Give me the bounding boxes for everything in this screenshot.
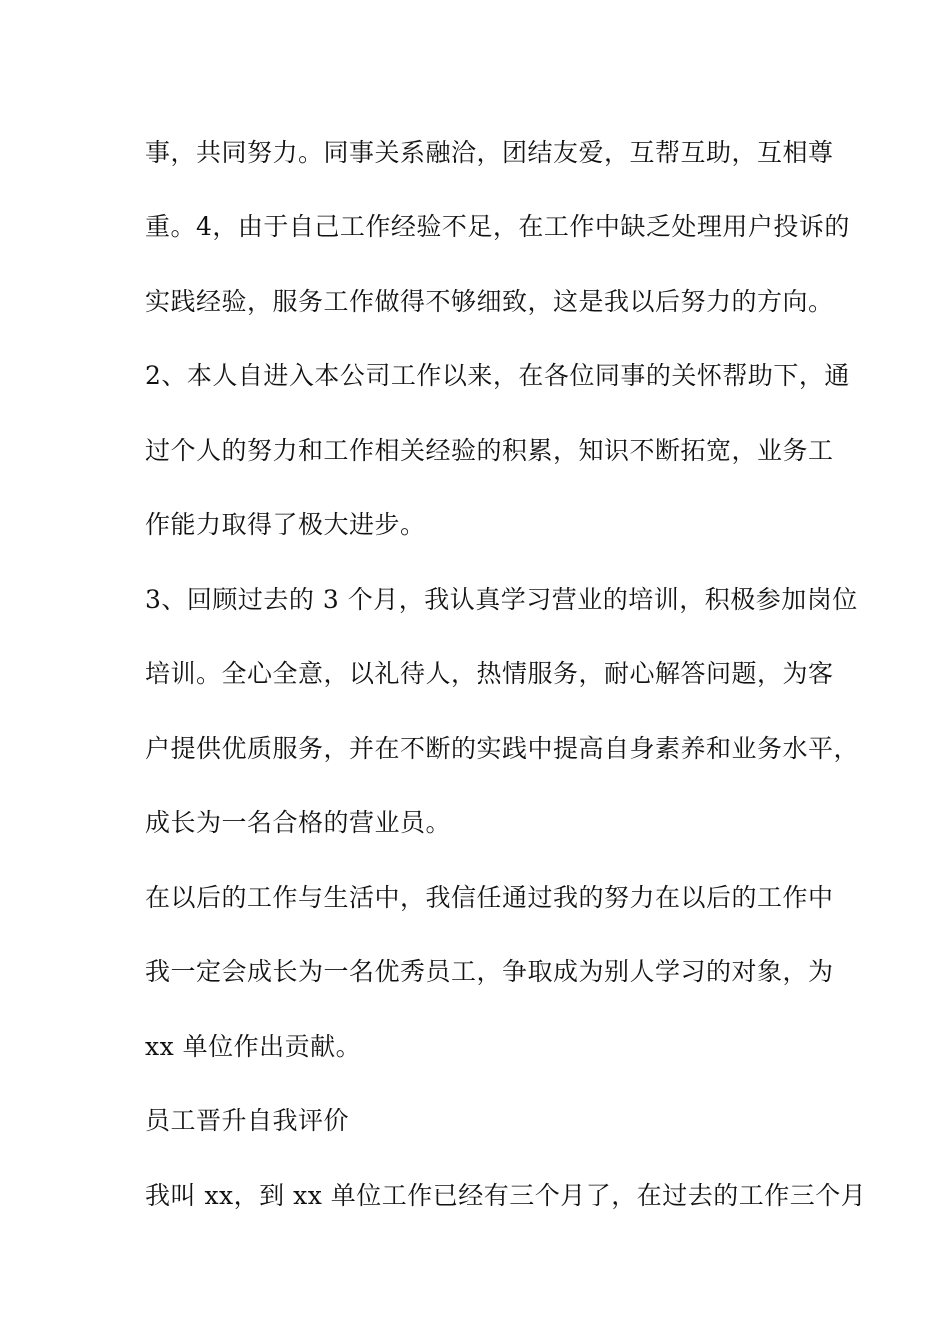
- text-line: 实践经验，服务工作做得不够细致，这是我以后努力的方向。: [145, 287, 834, 316]
- text-line: 作能力取得了极大进步。: [145, 510, 426, 539]
- text-line: xx 单位作出贡献。: [145, 1032, 362, 1061]
- section-heading: 员工晋升自我评价: [145, 1106, 350, 1135]
- text-line: 2、本人自进入本公司工作以来，在各位同事的关怀帮助下，通: [145, 361, 850, 390]
- text-line: 过个人的努力和工作相关经验的积累，知识不断拓宽，业务工: [145, 436, 834, 465]
- text-line: 3、回顾过去的 3 个月，我认真学习营业的培训，积极参加岗位: [145, 585, 858, 614]
- text-line: 我叫 xx，到 xx 单位工作已经有三个月了，在过去的工作三个月: [145, 1181, 867, 1210]
- text-line: 成长为一名合格的营业员。: [145, 808, 452, 837]
- text-line: 培训。全心全意，以礼待人，热情服务，耐心解答问题，为客: [145, 659, 834, 688]
- text-line: 事，共同努力。同事关系融洽，团结友爱，互帮互助，互相尊: [145, 138, 834, 167]
- text-line: 户提供优质服务，并在不断的实践中提高自身素养和业务水平，: [145, 734, 860, 763]
- text-line: 在以后的工作与生活中，我信任通过我的努力在以后的工作中: [145, 883, 834, 912]
- text-line: 我一定会成长为一名优秀员工，争取成为别人学习的对象，为: [145, 957, 834, 986]
- text-line: 重。4，由于自己工作经验不足，在工作中缺乏处理用户投诉的: [145, 212, 850, 241]
